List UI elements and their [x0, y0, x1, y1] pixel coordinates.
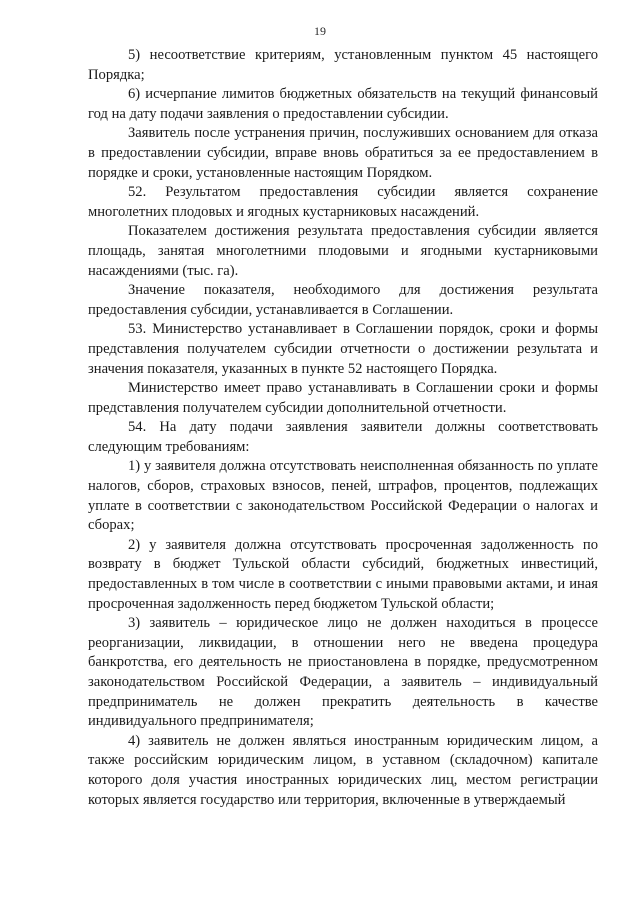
page-number: 19 [314, 24, 326, 38]
paragraph-indicator-value: Значение показателя, необходимого для достижения результата предоставления субсидии, устанавливается в Соглашении. [88, 282, 598, 318]
paragraph-additional-reporting: Министерство имеет право устанавливать в Соглашении сроки и формы представления получателем субсидии дополнительной отчетности. [88, 380, 598, 416]
paragraph-requirement-2: 2) у заявителя должна отсутствовать просроченная задолженность по возврату в бюджет Тульской области субсидий, бюджетных инвестиций, предоставленных в том числе в соответствии с иными правовыми актами, и иная просроченная задолженность перед бюджетом Тульской области; [88, 536, 598, 612]
paragraph-requirement-3: 3) заявитель – юридическое лицо не должен находиться в процессе реорганизации, ликвидации, в отношении него не введена процедура банкротства, его деятельность не приостановлена в порядке, предусмотренном законодательством Российской Федерации, а заявитель – индивидуальный предприниматель не должен прекратить деятельность в качестве индивидуального предпринимателя; [88, 615, 598, 730]
paragraph-53: 53. Министерство устанавливает в Соглашении порядок, сроки и формы представления получателем субсидии отчетности о достижении результата и значения показателя, указанных в пункте 52 настоящего Порядка. [88, 321, 598, 377]
paragraph-item-5: 5) несоответствие критериям, установленным пунктом 45 настоящего Порядка; [88, 47, 598, 83]
paragraph-item-6: 6) исчерпание лимитов бюджетных обязательств на текущий финансовый год на дату подачи заявления о предоставлении субсидии. [88, 86, 598, 122]
paragraph-requirement-1: 1) у заявителя должна отсутствовать неисполненная обязанность по уплате налогов, сборов, страховых взносов, пеней, штрафов, процентов, подлежащих уплате в соответствии с законодательством Российской Федерации о налогах и сборах; [88, 458, 598, 534]
paragraph-52: 52. Результатом предоставления субсидии является сохранение многолетних плодовых и ягодных кустарниковых насаждений. [88, 184, 598, 220]
paragraph-requirement-4: 4) заявитель не должен являться иностранным юридическим лицом, а также российским юридическим лицом, в уставном (складочном) капитале которого доля участия иностранных юридических лиц, местом регистрации которых является государство или территория, включенные в утверждаемый [88, 732, 598, 808]
document-body [88, 46, 598, 810]
paragraph-indicator: Показателем достижения результата предоставления субсидии является площадь, занятая многолетними плодовыми и ягодными кустарниковыми насаждениями (тыс. га). [88, 223, 598, 279]
paragraph-reapply: Заявитель после устранения причин, послуживших основанием для отказа в предоставлении субсидии, вправе вновь обратиться за ее предоставлением в порядке и сроки, установленные настоящим Порядком. [88, 125, 598, 181]
paragraph-54: 54. На дату подачи заявления заявители должны соответствовать следующим требованиям: [88, 419, 598, 455]
